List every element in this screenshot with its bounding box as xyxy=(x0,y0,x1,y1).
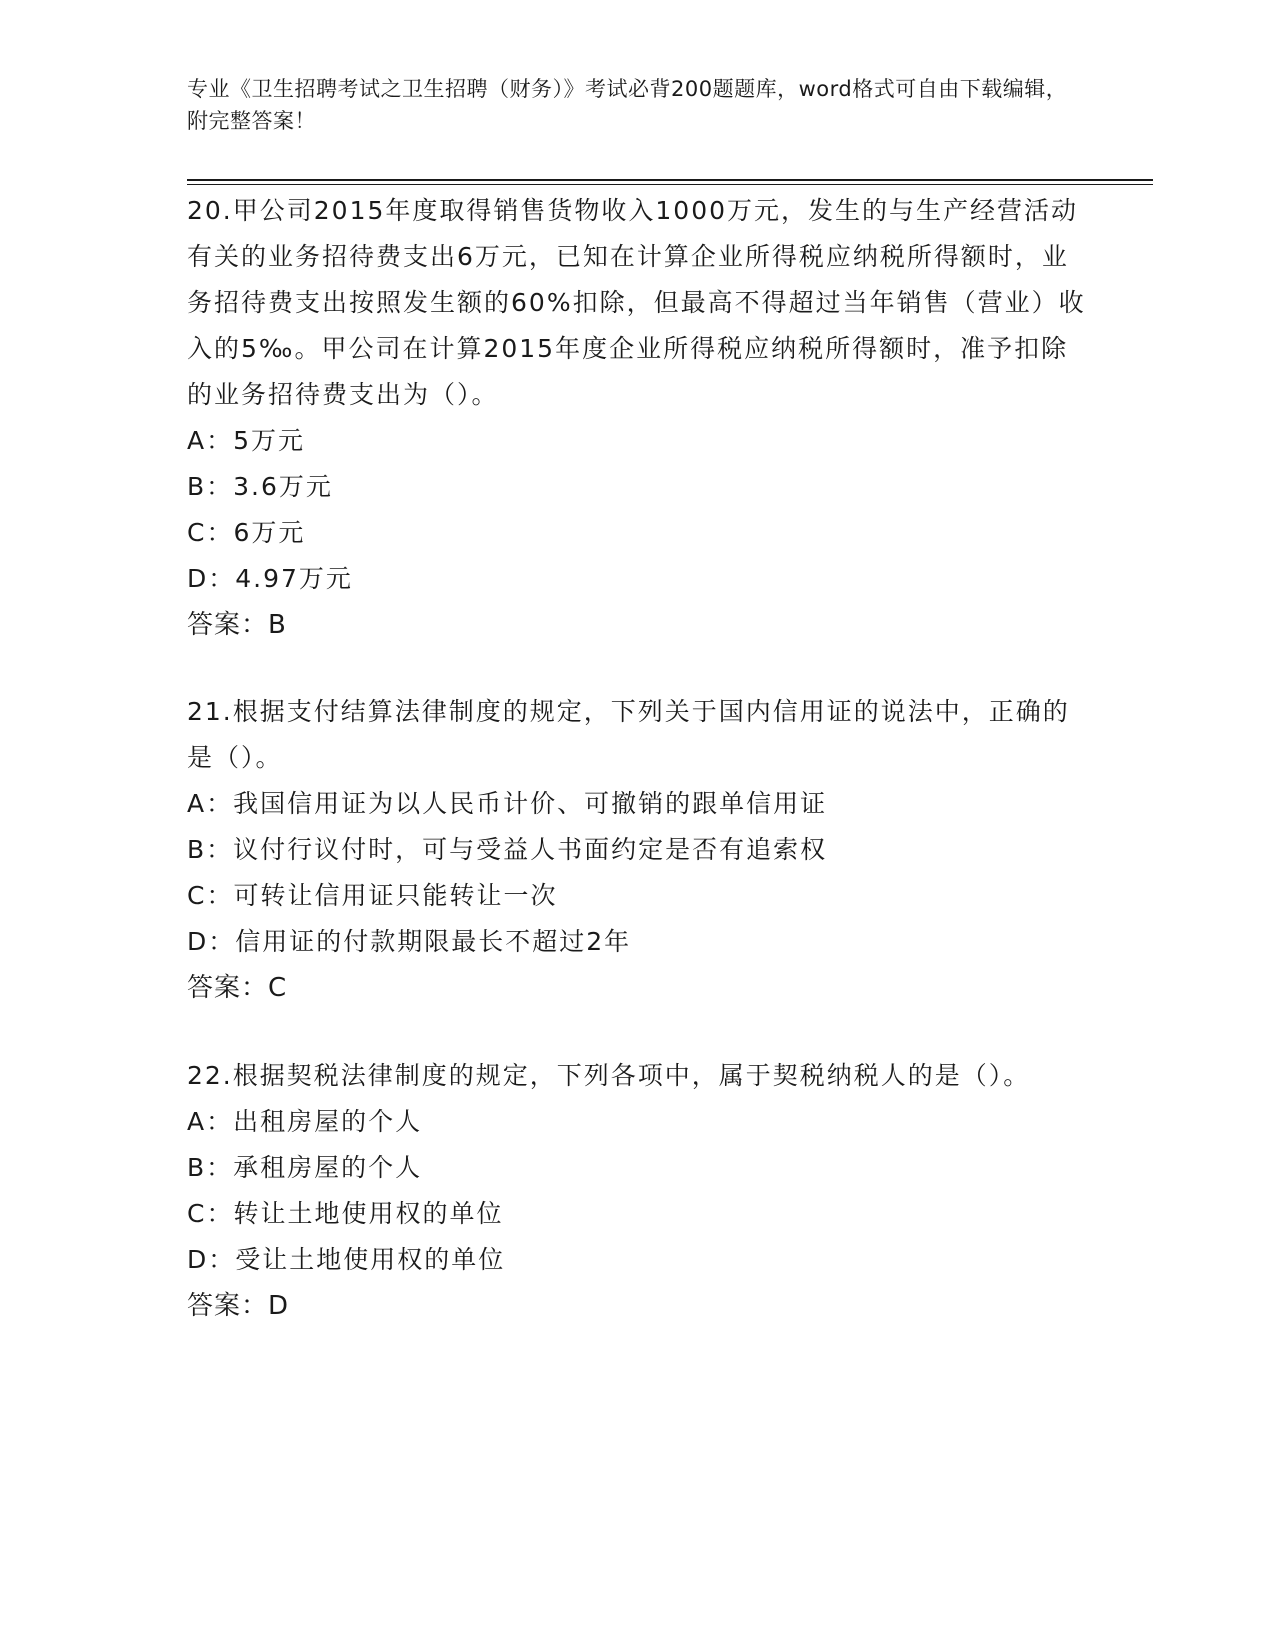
answer: 答案：B xyxy=(187,610,287,640)
option-b: B：承租房屋的个人 xyxy=(187,1153,423,1182)
question-stem: 20.甲公司2015年度取得销售货物收入1000万元，发生的与生产经营活动有关的业务招待费支出6万元，已知在计算企业所得税应纳税所得额时，业务招待费支出按照发生额的60%扣除，但最高不得超过当年销售（营业）收入的5‰。甲公司在计算2015年度企业所得税应纳税所得额时，准予扣除的业务招待费支出为（）。 xyxy=(187,196,1086,409)
question-22 xyxy=(187,1053,1087,1329)
option-a: A：5万元 xyxy=(187,426,306,455)
question-stem: 22.根据契税法律制度的规定，下列各项中，属于契税纳税人的是（）。 xyxy=(187,1061,1031,1090)
option-d: D：信用证的付款期限最长不超过2年 xyxy=(187,927,632,956)
option-a: A：出租房屋的个人 xyxy=(187,1107,423,1136)
header-divider-thin xyxy=(187,184,1153,185)
option-b: B：3.6万元 xyxy=(187,472,333,501)
option-a: A：我国信用证为以人民币计价、可撤销的跟单信用证 xyxy=(187,789,828,818)
option-c: C：6万元 xyxy=(187,518,306,547)
answer: 答案：D xyxy=(187,1291,290,1321)
document-header: 专业《卫生招聘考试之卫生招聘（财务）》考试必背200题题库，word格式可自由下载编辑，附完整答案！ xyxy=(187,77,1068,133)
question-stem: 21.根据支付结算法律制度的规定，下列关于国内信用证的说法中，正确的是（）。 xyxy=(187,697,1070,772)
option-c: C：可转让信用证只能转让一次 xyxy=(187,881,558,910)
option-c: C：转让土地使用权的单位 xyxy=(187,1199,504,1228)
option-d: D：4.97万元 xyxy=(187,564,353,593)
question-20 xyxy=(187,188,1087,648)
question-21 xyxy=(187,689,1087,1011)
option-b: B：议付行议付时，可与受益人书面约定是否有追索权 xyxy=(187,835,828,864)
option-d: D：受让土地使用权的单位 xyxy=(187,1245,506,1274)
answer: 答案：C xyxy=(187,973,288,1003)
header-divider xyxy=(187,179,1153,181)
